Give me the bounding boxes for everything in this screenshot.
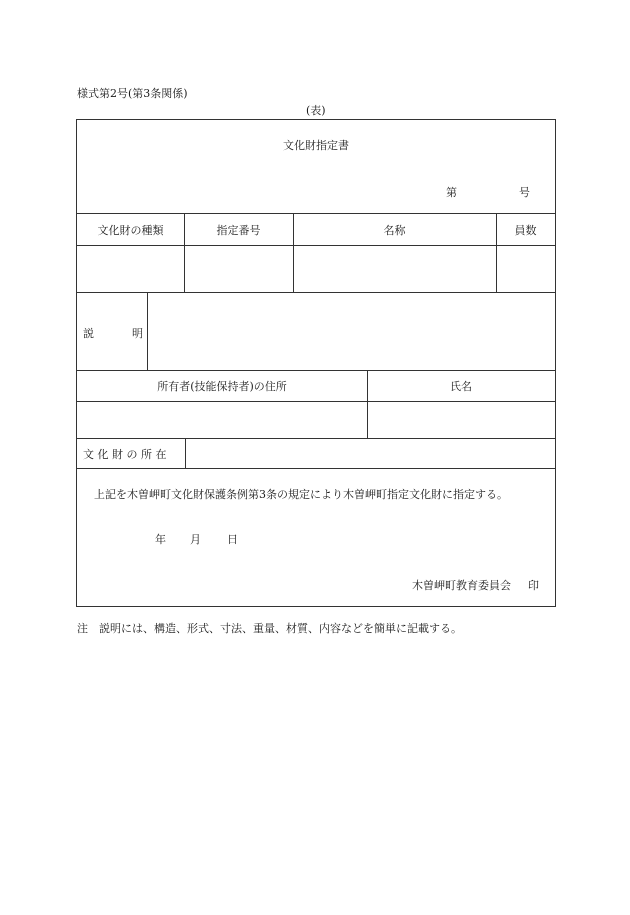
divider-title <box>77 213 555 214</box>
number-suffix: 号 <box>519 186 530 199</box>
certificate-title: 文化財指定書 <box>283 139 349 152</box>
divider-kind-row <box>77 292 555 293</box>
divider-owner-row <box>77 438 555 439</box>
header-name: 名称 <box>383 224 406 237</box>
seal-mark: 印 <box>528 579 539 592</box>
description-label-char1: 説 <box>83 327 94 340</box>
location-label: 文 化 財 の 所 在 <box>83 448 167 461</box>
divider-description <box>77 370 555 371</box>
location-divider <box>185 438 186 468</box>
description-label-char2: 明 <box>132 327 143 340</box>
owner-name-label: 氏名 <box>450 380 472 393</box>
divider-location <box>77 468 555 469</box>
side-label: (表) <box>306 104 326 117</box>
owner-address-label: 所有者(技能保持者)の住所 <box>157 380 287 393</box>
date-year: 年 <box>155 533 166 546</box>
certificate-form <box>76 119 556 607</box>
date-month: 月 <box>190 533 201 546</box>
footnote: 注 説明には、構造、形式、寸法、重量、材質、内容などを簡単に記載する。 <box>77 622 462 635</box>
issuer-name: 木曽岬町教育委員会 <box>412 579 511 592</box>
header-designation-number: 指定番号 <box>216 224 261 237</box>
header-kind: 文化財の種類 <box>97 224 164 237</box>
divider-headers <box>77 245 555 246</box>
number-prefix: 第 <box>446 186 457 199</box>
header-count: 員数 <box>514 224 537 237</box>
designation-statement: 上記を木曽岬町文化財保護条例第3条の規定により木曽岬町指定文化財に指定する。 <box>94 488 508 501</box>
form-id: 様式第2号(第3条関係) <box>77 87 188 100</box>
date-day: 日 <box>227 533 238 546</box>
divider-owner-headers <box>77 401 555 402</box>
description-divider <box>147 292 148 370</box>
